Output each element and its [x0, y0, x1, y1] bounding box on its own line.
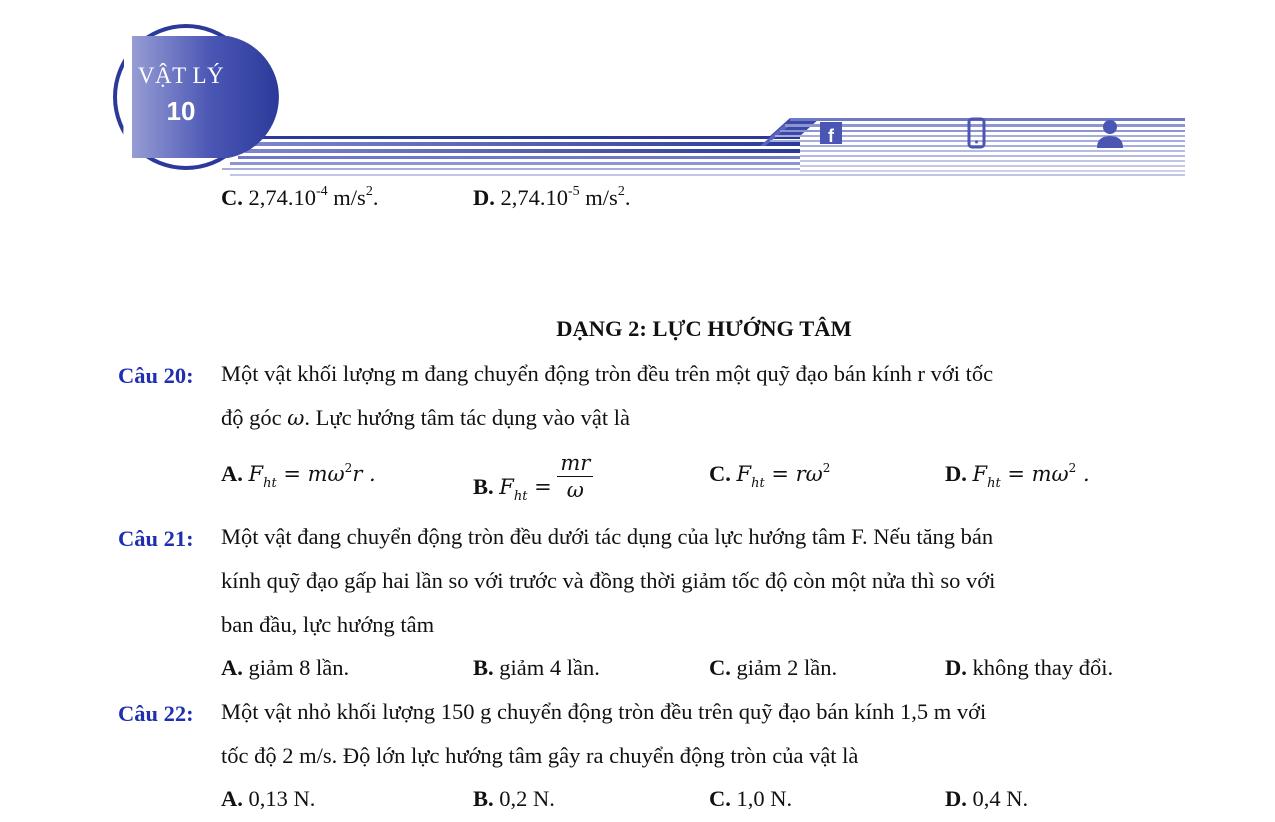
badge-grade: 10	[166, 96, 196, 126]
question-21-label: Câu 21:	[118, 526, 194, 551]
question-20-line-1: Một vật khối lượng m đang chuyển động tròn đều trên một quỹ đạo bán kính r với tốc	[221, 361, 994, 386]
badge-subject: VẬT LÝ	[137, 63, 225, 88]
question-22-option-d[interactable]: D. 0,4 N.	[945, 786, 1029, 811]
question-21-option-c[interactable]: C. giảm 2 lần.	[709, 655, 838, 680]
question-20-line-2: độ góc ω. Lực hướng tâm tác dụng vào vật là	[221, 405, 630, 430]
question-22-line-2: tốc độ 2 m/s. Độ lớn lực hướng tâm gây ra chuyển động tròn của vật là	[221, 743, 859, 768]
prev-option-d: D. $2,74.10^{-5}$ $m/s^2$.	[473, 184, 631, 210]
question-22-line-1: Một vật nhỏ khối lượng 150 g chuyển động tròn đều trên quỹ đạo bán kính 1,5 m với	[221, 699, 987, 724]
question-20-option-d[interactable]: D. $F_{ht} = m\omega^2$ .	[945, 461, 1090, 491]
question-21-line-1: Một vật đang chuyển động tròn đều dưới tác dụng của lực hướng tâm F. Nếu tăng bán	[221, 524, 994, 549]
question-22-label: Câu 22:	[118, 701, 194, 726]
question-21-option-d[interactable]: D. không thay đổi.	[945, 655, 1114, 680]
phone-icon[interactable]	[969, 119, 984, 147]
question-20-label: Câu 20:	[118, 363, 194, 388]
question-21-line-3: ban đầu, lực hướng tâm	[221, 612, 435, 637]
question-20-option-a[interactable]: A. $F_{ht} = m\omega^2r$ .	[221, 461, 376, 491]
question-21-line-2: kính quỹ đạo gấp hai lần so với trước và đồng thời giảm tốc độ còn một nửa thì so với	[221, 568, 996, 593]
section-title: DẠNG 2: LỰC HƯỚNG TÂM	[556, 316, 852, 341]
prev-option-c: C. $2,74.10^{-4}$ $m/s^2$.	[221, 184, 379, 210]
facebook-icon[interactable]	[820, 122, 842, 146]
question-21-option-a[interactable]: A. giảm 8 lần.	[221, 655, 350, 680]
svg-text:f: f	[828, 126, 834, 146]
question-20-option-b[interactable]: B. $F_{ht}$ = $\frac{mr}{\omega}$	[473, 447, 593, 505]
question-20-option-c[interactable]: C. $F_{ht} = r\omega^2$	[709, 461, 831, 491]
question-22-option-c[interactable]: C. 1,0 N.	[709, 786, 793, 811]
header-banner	[0, 0, 1275, 190]
question-22-option-a[interactable]: A. 0,13 N.	[221, 786, 316, 811]
question-22-option-b[interactable]: B. 0,2 N.	[473, 786, 555, 811]
question-21-option-b[interactable]: B. giảm 4 lần.	[473, 655, 600, 680]
header-stripes	[222, 118, 1185, 176]
